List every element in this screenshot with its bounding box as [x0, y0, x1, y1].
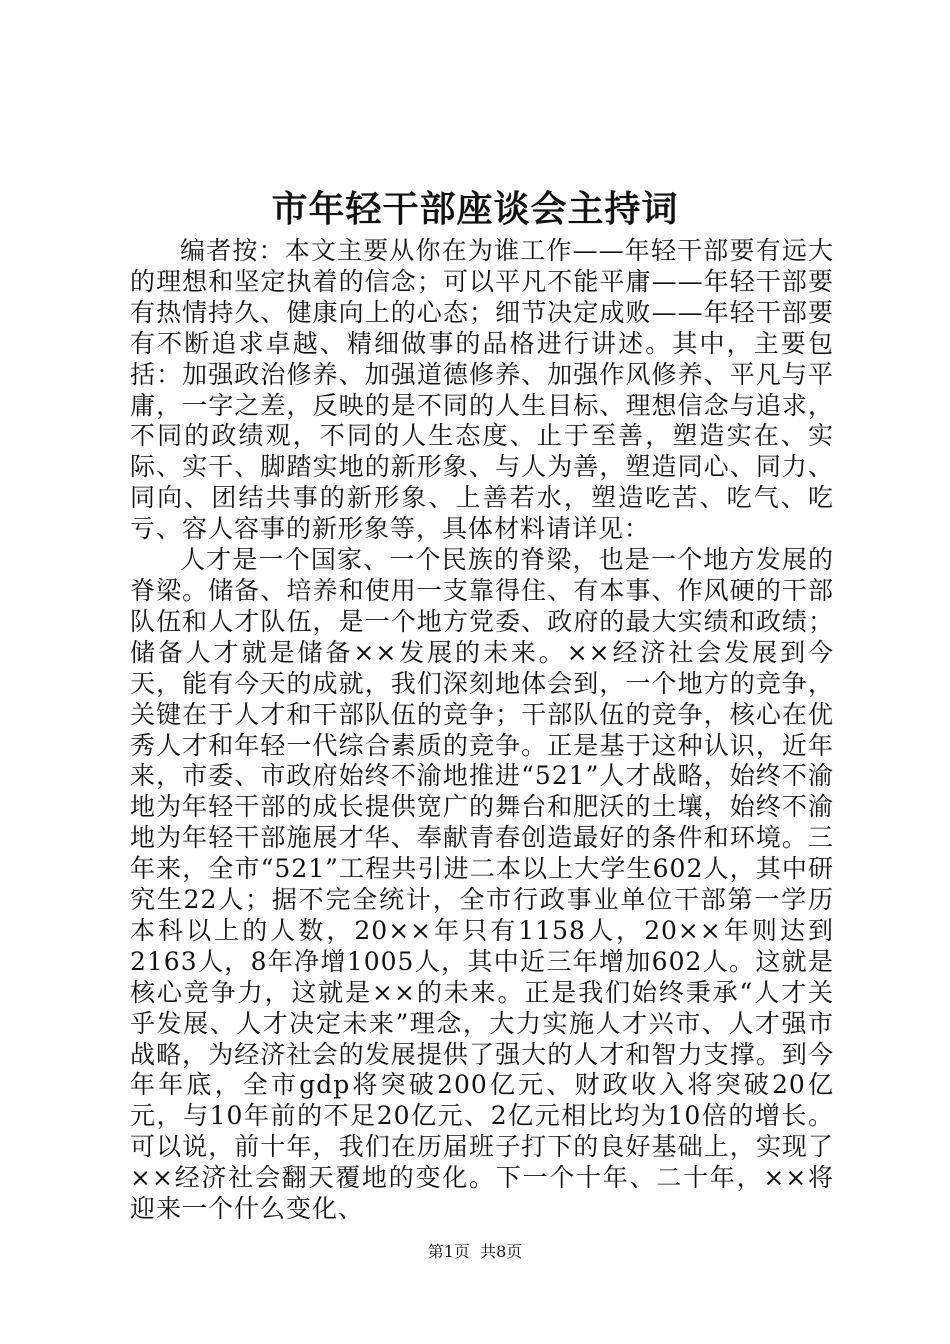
- document-title: 市年轻干部座谈会主持词: [271, 189, 679, 230]
- editor-note-paragraph: 编者按：本文主要从你在为谁工作——年轻干部要有远大的理想和坚定执着的信念；可以平凡不能平庸——年轻干部要有热情持久、健康向上的心态；细节决定成败——年轻干部要有不断追求卓越、精细做事的品格进行讲述。其中，主要包括：加强政治修养、加强道德修养、加强作风修养、平凡与平庸，一字之差，反映的是不同的人生目标、理想信念与追求，不同的政绩观，不同的人生态度、止于至善，塑造实在、实际、实干、脚踏实地的新形象、与人为善，塑造同心、同力、同向、团结共事的新形象、上善若水，塑造吃苦、吃气、吃亏、容人容事的新形象等，具体材料请详见：: [130, 236, 834, 544]
- body-paragraph: 人才是一个国家、一个民族的脊梁，也是一个地方发展的脊梁。储备、培养和使用一支靠得住、有本事、作风硬的干部队伍和人才队伍，是一个地方党委、政府的最大实绩和政绩；储备人才就是储备××发展的未来。××经济社会发展到今天，能有今天的成就，我们深刻地体会到，一个地方的竞争，关键在于人才和干部队伍的竞争；干部队伍的竞争，核心在优秀人才和年轻一代综合素质的竞争。正是基于这种认识，近年来，市委、市政府始终不渝地推进“521”人才战略，始终不渝地为年轻干部的成长提供宽广的舞台和肥沃的土壤，始终不渝地为年轻干部施展才华、奉献青春创造最好的条件和环境。三年来，全市“521”工程共引进二本以上大学生602人，其中研究生22人；据不完全统计，全市行政事业单位干部第一学历本科以上的人数，20××年只有1158人，20××年则达到2163人，8年净增1005人，其中近三年增加602人。这就是核心竞争力，这就是××的未来。正是我们始终秉承“人才关乎发展、人才决定未来”理念，大力实施人才兴市、人才强市战略，为经济社会的发展提供了强大的人才和智力支撑。到今年年底，全市gdp将突破200亿元、财政收入将突破20亿元，与10年前的不足20亿元、2亿元相比均为10倍的增长。可以说，前十年，我们在历届班子打下的良好基础上，实现了××经济社会翻天覆地的变化。下一个十年、二十年，××将迎来一个什么变化、: [130, 545, 834, 1224]
- document-body: [130, 236, 834, 1225]
- page-number-footer: 第1页 共8页: [427, 1242, 523, 1261]
